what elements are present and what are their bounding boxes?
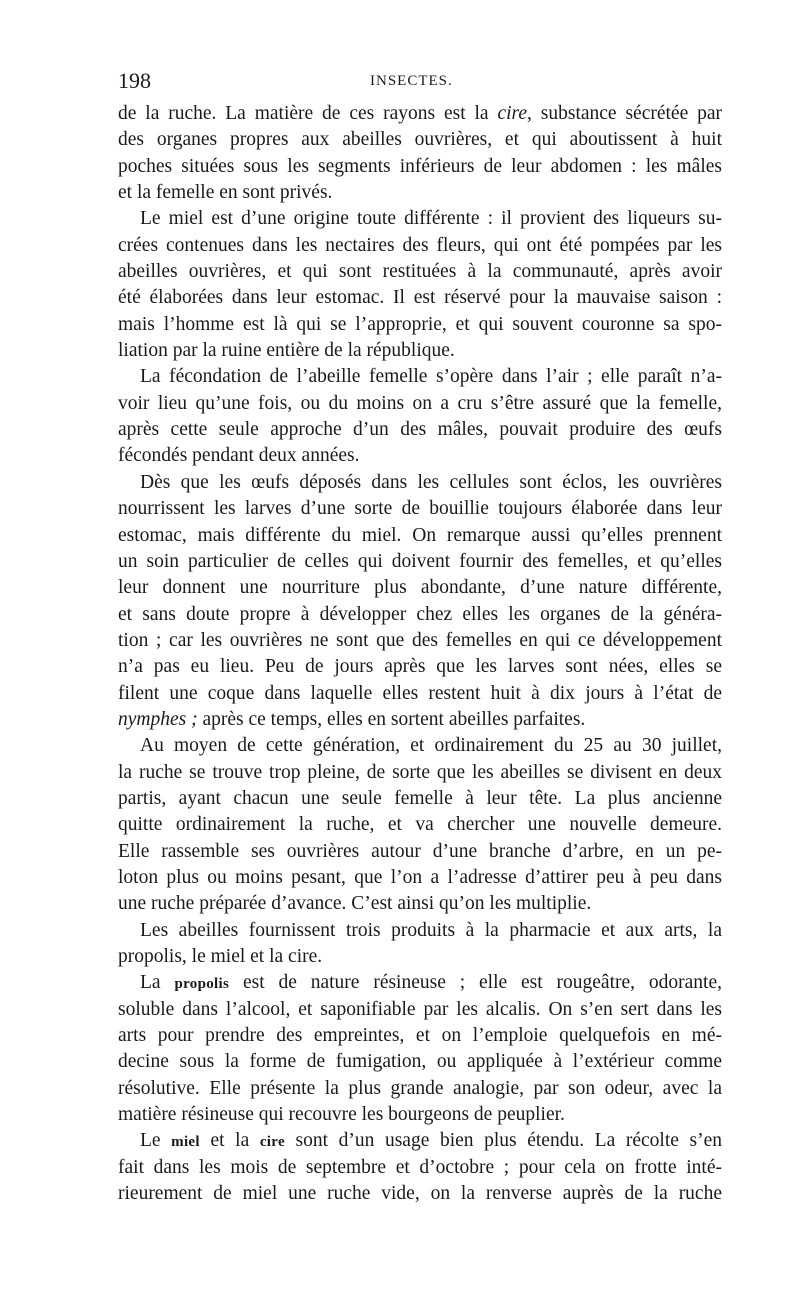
text-segment: matière résineuse qui recouvre les bourgeons de peuplier. — [118, 1104, 565, 1126]
text-line — [118, 154, 722, 180]
text-segment: est de nature résineuse ; elle est rougeâtre, odorante, — [229, 972, 722, 994]
bold-term: miel — [171, 1134, 200, 1151]
text-line — [118, 602, 722, 628]
text-line — [118, 259, 722, 285]
text-segment: n’a pas eu lieu. Peu de jours après que les larves sont nées, elles se — [118, 656, 722, 678]
text-line — [118, 285, 722, 311]
text-segment: Le — [140, 1130, 172, 1152]
text-line — [118, 760, 722, 786]
text-line — [118, 233, 722, 259]
text-segment: soluble dans l’alcool, et saponifiable par les alcalis. On s’en sert dans les — [118, 998, 722, 1020]
text-segment: été élaborées dans leur estomac. Il est réservé pour la mauvaise saison : — [118, 287, 722, 309]
text-segment: voir lieu qu’une fois, ou du moins on a cru s’être assuré que la femelle, — [118, 392, 722, 414]
text-segment: Dès que les œufs déposés dans les cellules sont éclos, les ouvrières — [140, 471, 722, 493]
text-line — [118, 364, 722, 390]
text-segment: une ruche préparée d’avance. C’est ainsi qu’on les multiplie. — [118, 893, 592, 915]
text-segment: fécondés pendant deux années. — [118, 445, 360, 467]
text-line — [118, 970, 722, 996]
text-segment: abeilles ouvrières, et qui sont restituées à la communauté, après avoir — [118, 261, 722, 283]
text-segment: partis, ayant chacun une seule femelle à leur tête. La plus ancienne — [118, 787, 722, 809]
text-segment: propolis, le miel et la cire. — [118, 946, 323, 967]
text-segment: Au moyen de cette génération, et ordinairement du 25 au 30 juillet, — [140, 735, 722, 757]
text-segment: de la ruche. La matière de ces rayons est la — [118, 103, 498, 124]
body-text — [118, 101, 722, 1207]
text-segment: quitte ordinairement la ruche, et va chercher une nouvelle demeure. — [118, 814, 722, 836]
text-segment: et sans doute propre à développer chez elles les organes de la généra- — [118, 603, 722, 625]
text-line — [118, 575, 722, 601]
text-line — [118, 523, 722, 549]
text-line — [118, 1102, 722, 1128]
text-segment: et la femelle en sont privés. — [118, 182, 333, 204]
text-segment: La — [140, 972, 175, 994]
running-head — [118, 60, 722, 102]
text-segment: estomac, mais différente du miel. On remarque aussi qu’elles prennent — [118, 524, 722, 546]
text-line — [118, 1181, 722, 1207]
text-segment: Elle rassemble ses ouvrières autour d’une branche d’arbre, en un pe- — [118, 840, 722, 862]
text-line — [118, 338, 722, 364]
text-segment: rieurement de miel une ruche vide, on la renverse auprès de la ruche — [118, 1183, 722, 1205]
text-line — [118, 312, 722, 338]
page-number: 198 — [118, 68, 151, 93]
text-segment: sont d’un usage bien plus étendu. La récolte s’en — [284, 1130, 722, 1152]
running-title: INSECTES. — [370, 73, 453, 89]
text-line — [118, 549, 722, 575]
text-segment: fait dans les mois de septembre et d’octobre ; pour cela on frotte inté- — [118, 1156, 722, 1178]
text-segment: résolutive. Elle présente la plus grande analogie, par son odeur, avec la — [118, 1077, 722, 1099]
text-line — [118, 417, 722, 443]
text-line — [118, 733, 722, 759]
bold-term: cire — [259, 1134, 285, 1151]
text-line — [118, 1128, 722, 1154]
text-segment: après cette seule approche d’un des mâles, pouvait produire des œufs — [118, 419, 722, 441]
text-line — [118, 839, 722, 865]
text-line — [118, 101, 722, 127]
text-segment: et la — [199, 1130, 260, 1152]
text-line — [118, 206, 722, 232]
text-line — [118, 918, 722, 944]
text-segment: arts pour prendre des empreintes, et on l’emploie quelquefois en mé- — [118, 1025, 722, 1047]
text-segment: la ruche se trouve trop pleine, de sorte que les abeilles se divisent en deux — [118, 761, 722, 783]
text-segment: leur donnent une nourriture plus abondante, d’une nature différente, — [118, 577, 722, 599]
text-segment: liation par la ruine entière de la république. — [118, 340, 455, 362]
text-line — [118, 1155, 722, 1181]
text-segment: poches situées sous les segments inférieurs de leur abdomen : les mâles — [118, 155, 722, 177]
text-line — [118, 628, 722, 654]
text-line — [118, 391, 722, 417]
text-segment: un soin particulier de celles qui doivent fournir des femelles, et qu’elles — [118, 550, 722, 572]
text-line — [118, 1076, 722, 1102]
text-line — [118, 443, 722, 469]
text-line — [118, 496, 722, 522]
text-line — [118, 944, 722, 970]
text-line — [118, 997, 722, 1023]
text-segment: Les abeilles fournissent trois produits à la pharmacie et aux arts, la — [140, 919, 722, 941]
text-line — [118, 786, 722, 812]
italic-term: nymphes ; — [118, 708, 198, 730]
bold-term: propolis — [174, 976, 230, 993]
text-line — [118, 1049, 722, 1075]
text-line — [118, 180, 722, 206]
text-line — [118, 707, 722, 733]
text-segment: mais l’homme est là qui se l’approprie, et qui souvent couronne sa spo- — [118, 313, 722, 335]
text-line — [118, 865, 722, 891]
text-segment: des organes propres aux abeilles ouvrières, et qui aboutissent à huit — [118, 129, 722, 151]
text-segment: filent une coque dans laquelle elles restent huit à dix jours à l’état de — [118, 682, 722, 704]
text-segment: tion ; car les ouvrières ne sont que des femelles en qui ce développement — [118, 629, 722, 651]
text-segment: , substance sécrétée par — [527, 103, 722, 124]
text-line — [118, 470, 722, 496]
text-line — [118, 127, 722, 153]
text-line — [118, 681, 722, 707]
text-segment: La fécondation de l’abeille femelle s’opère dans l’air ; elle paraît n’a- — [140, 366, 722, 388]
text-segment: nourrissent les larves d’une sorte de bouillie toujours élaborée dans leur — [118, 498, 722, 520]
text-line — [118, 1023, 722, 1049]
italic-term: cire — [497, 103, 528, 124]
text-segment: Le miel est d’une origine toute différente : il provient des liqueurs su- — [140, 208, 722, 230]
text-segment: crées contenues dans les nectaires des fleurs, qui ont été pompées par les — [118, 234, 722, 256]
text-segment: loton plus ou moins pesant, que l’on a l’adresse d’attirer peu à peu dans — [118, 866, 722, 888]
text-line — [118, 891, 722, 917]
text-segment: après ce temps, elles en sortent abeilles parfaites. — [197, 708, 586, 730]
text-segment: decine sous la forme de fumigation, ou appliquée à l’extérieur comme — [118, 1051, 722, 1073]
text-line — [118, 654, 722, 680]
text-line — [118, 812, 722, 838]
